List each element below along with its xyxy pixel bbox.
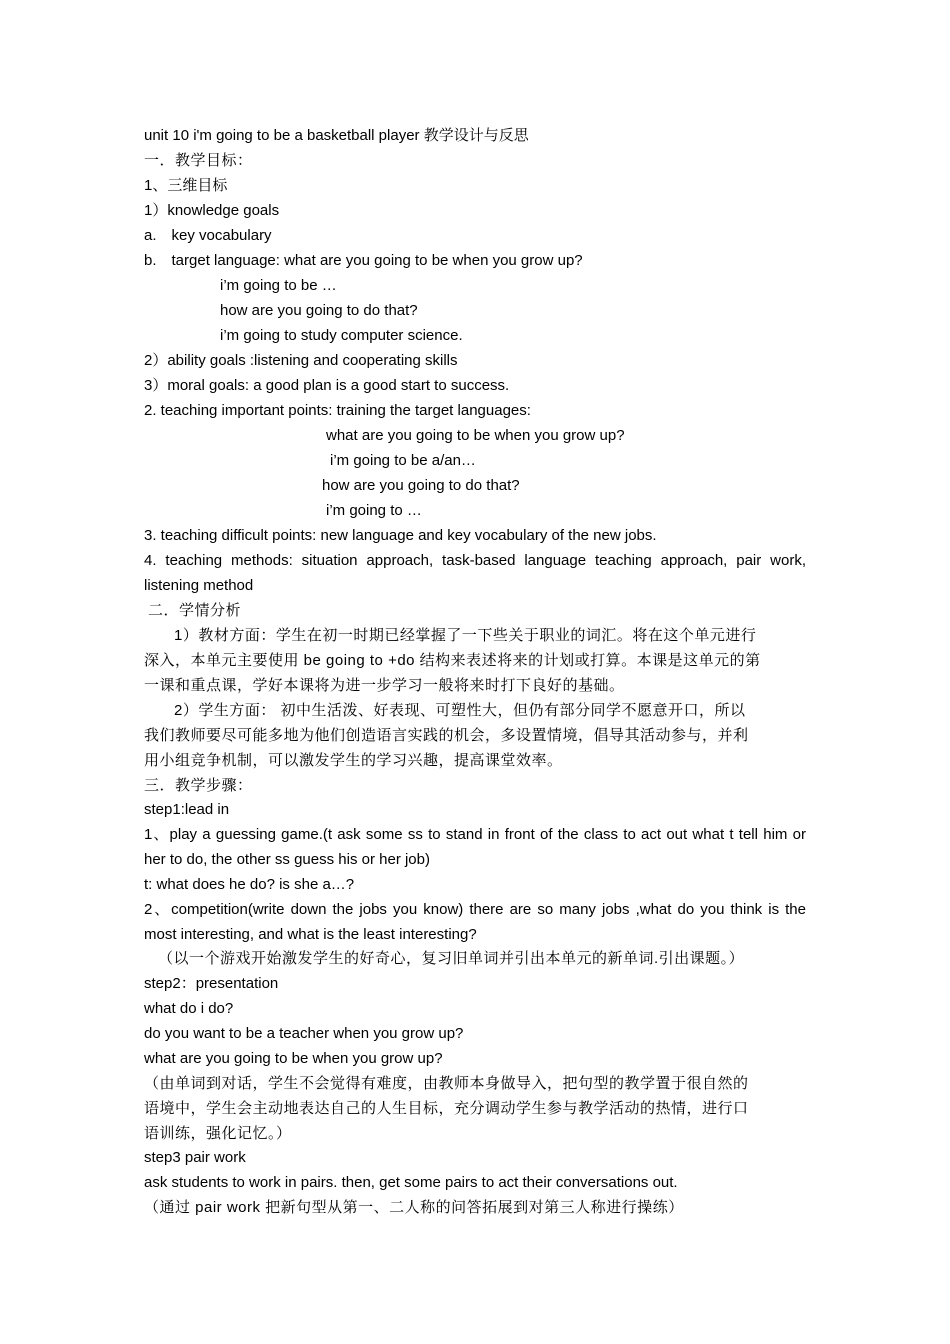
paragraph-line: （由单词到对话，学生不会觉得有难度，由教师本身做导入，把句型的教学置于很自然的 [144, 1075, 749, 1092]
text-line: what do i do? [144, 1000, 234, 1017]
paragraph-line: 一课和重点课，学好本课将为进一步学习一般将来时打下良好的基础。 [144, 677, 625, 694]
document-title: unit 10 i'm going to be a basketball player 教学设计与反思 [144, 127, 529, 144]
text-line: i’m going to study computer science. [220, 327, 463, 344]
text-line: do you want to be a teacher when you grow up? [144, 1025, 464, 1042]
step-heading: step2：presentation [144, 975, 279, 992]
paragraph-line: 我们教师要尽可能多地为他们创造语言实践的机会，多设置情境，倡导其活动参与，并利 [144, 727, 749, 744]
text-line: 2）ability goals :listening and cooperating skills [144, 352, 458, 369]
text-line: listening method [144, 577, 254, 594]
text-line: 2. teaching important points: training the target languages: [144, 402, 531, 419]
text-line: ask students to work in pairs. then, get some pairs to act their conversations out. [144, 1174, 678, 1191]
paragraph-line: 语训练，强化记忆。） [144, 1125, 292, 1142]
text-line: 4. teaching methods: situation approach, task-based language teaching approach, pair work, [144, 552, 806, 569]
section-heading: 二．学情分析 [148, 602, 242, 619]
paragraph-line: 用小组竞争机制，可以激发学生的学习兴趣，提高课堂效率。 [144, 752, 563, 769]
text-line: t: what does he do? is she a…? [144, 876, 355, 893]
text-line: i’m going to be a/an… [330, 452, 476, 469]
subsection-heading: 1、三维目标 [144, 177, 228, 194]
text-line: i’m going to be … [220, 277, 337, 294]
paragraph-line: 2）学生方面： 初中生活泼、好表现、可塑性大，但仍有部分同学不愿意开口，所以 [174, 702, 746, 719]
text-line: a. key vocabulary [144, 227, 272, 244]
text-line: her to do, the other ss guess his or her job) [144, 851, 430, 868]
text-line: most interesting, and what is the least interesting? [144, 926, 477, 943]
step-heading: step1:lead in [144, 801, 230, 818]
text-line: what are you going to be when you grow up? [326, 427, 625, 444]
text-line: i’m going to … [326, 502, 422, 519]
section-heading: 三．教学步骤： [144, 777, 253, 794]
paragraph-line: 1）教材方面：学生在初一时期已经掌握了一下些关于职业的词汇。将在这个单元进行 [174, 627, 757, 644]
paragraph-line: 语境中，学生会主动地表达自己的人生目标，充分调动学生参与教学活动的热情，进行口 [144, 1100, 749, 1117]
step-heading: step3 pair work [144, 1149, 246, 1166]
section-heading: 一．教学目标： [144, 152, 253, 169]
text-line: how are you going to do that? [220, 302, 418, 319]
text-line: 3）moral goals: a good plan is a good start to success. [144, 377, 510, 394]
paragraph-line: （通过 pair work 把新句型从第一、二人称的问答拓展到对第三人称进行操练） [144, 1199, 684, 1216]
text-line: 3. teaching difficult points: new language and key vocabulary of the new jobs. [144, 527, 657, 544]
text-line: 1、play a guessing game.(t ask some ss to stand in front of the class to act out what t tell him or [144, 826, 806, 843]
text-line: what are you going to be when you grow up? [144, 1050, 443, 1067]
text-line: 1）knowledge goals [144, 202, 280, 219]
text-line: 2、competition(write down the jobs you know) there are so many jobs ,what do you think is the [144, 901, 806, 918]
paragraph-line: 深入，本单元主要使用 be going to +do 结构来表述将来的计划或打算。本课是这单元的第 [144, 652, 761, 669]
text-line: how are you going to do that? [322, 477, 520, 494]
paragraph-line: （以一个游戏开始激发学生的好奇心，复习旧单词并引出本单元的新单词.引出课题。） [158, 950, 745, 967]
text-line: b. target language: what are you going to be when you grow up? [144, 252, 583, 269]
